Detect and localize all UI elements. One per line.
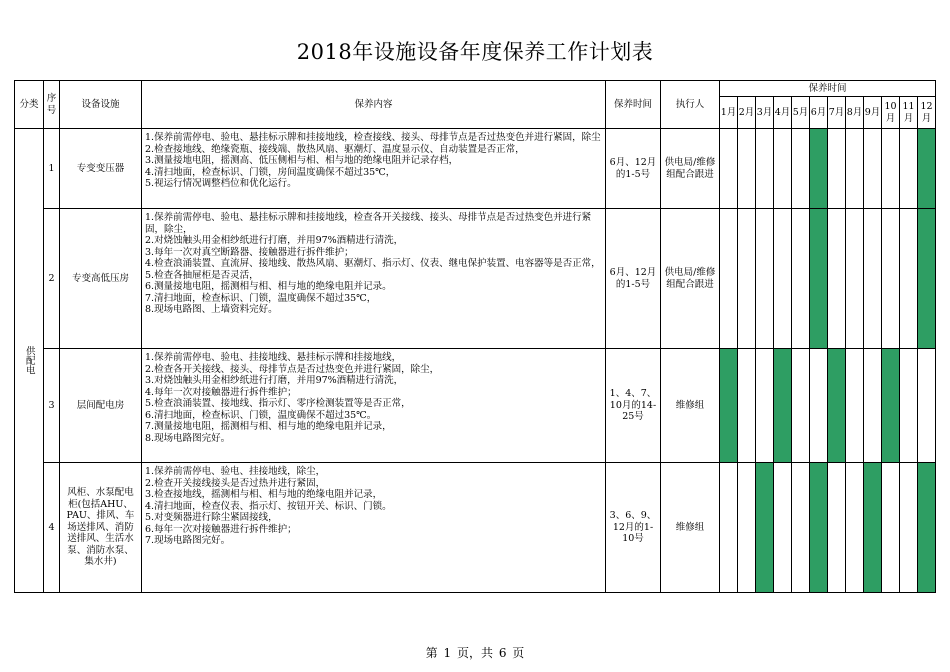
footer-suffix: 页 [512,646,525,660]
content-cell: 1.保养前需停电、验电、挂接地线、悬挂标示牌和挂接地线， 2.检查各开关接线、接头、母排节点是否过热变色并进行紧固，除尘， 3.对烧蚀触头用金相纱纸进行打磨，并用97%酒精进行清洗， 4.每年一次对接触器进行拆件维护； 5.检查浪涌装置、接地线、指示灯、零序检测装置等是否正常， 6.清扫地面，检查标识、门锁，温度确保不超过35℃。 7.测量接地电阻，摇测相与相、相与地的绝缘电阻并记录， 8.现场电路图完好。 [142,349,606,463]
schedule-cell [810,349,828,463]
schedule-cell [756,349,774,463]
time-cell: 3、6、9、12月的1-10号 [606,463,661,593]
schedule-cell [900,349,918,463]
time-cell: 1、4、7、10月的14-25号 [606,349,661,463]
schedule-cell [774,129,792,209]
schedule-cell-active [918,129,936,209]
equipment-cell: 专变高低压房 [60,209,142,349]
header-month: 6月 [810,97,828,129]
seq-cell: 3 [44,349,60,463]
schedule-cell [900,209,918,349]
time-cell: 6月、12月的1-5号 [606,129,661,209]
header-month: 1月 [720,97,738,129]
executor-cell: 维修组 [661,349,720,463]
executor-cell: 供电局/维修组配合跟进 [661,209,720,349]
schedule-cell [756,129,774,209]
header-month: 12月 [918,97,936,129]
schedule-cell-active [756,463,774,593]
header-category: 分类 [15,81,44,129]
schedule-cell [738,209,756,349]
header-content: 保养内容 [142,81,606,129]
schedule-cell [900,129,918,209]
schedule-cell [918,349,936,463]
page-footer [0,644,950,661]
table-row [15,349,936,463]
footer-page-number: 1 [443,646,452,660]
header-month: 2月 [738,97,756,129]
footer-total-pages: 6 [498,646,507,660]
schedule-cell [900,463,918,593]
schedule-cell-active [882,349,900,463]
content-cell: 1.保养前需停电、验电、悬挂标示牌和挂接地线，检查接线、接头、母排节点是否过热变色并进行紧固，除尘 2.检查接地线、绝缘瓷瓶、接线端、散热风扇、驱潮灯、温度显示仪、自动装置是否正常， 3.测量接地电阻，摇测高、低压侧相与相、相与地的绝缘电阻并记录存档， 4.清扫地面，检查标识、门锁，房间温度确保不超过35℃， 5.视运行情况调整档位和优化运行。 [142,129,606,209]
table-row [15,463,936,593]
equipment-cell: 专变变压器 [60,129,142,209]
schedule-cell [720,463,738,593]
header-month: 11月 [900,97,918,129]
schedule-cell [828,129,846,209]
schedule-cell [864,129,882,209]
schedule-cell [738,463,756,593]
footer-prefix: 第 [425,646,438,660]
schedule-cell [828,209,846,349]
schedule-cell [792,463,810,593]
table-row [15,129,936,209]
page-title: 2018年设施设备年度保养工作计划表 [296,40,654,64]
schedule-cell [720,209,738,349]
schedule-cell [792,349,810,463]
header-equipment: 设备设施 [60,81,142,129]
header-month: 7月 [828,97,846,129]
schedule-cell [774,463,792,593]
schedule-cell [882,209,900,349]
seq-cell: 4 [44,463,60,593]
header-executor: 执行人 [661,81,720,129]
schedule-cell-active [918,209,936,349]
schedule-cell [792,129,810,209]
table-row [15,209,936,349]
schedule-cell [846,463,864,593]
schedule-cell [774,209,792,349]
schedule-cell [882,129,900,209]
content-cell: 1.保养前需停电、验电、悬挂标示牌和挂接地线，检查各开关接线、接头、母排节点是否过热变色并进行紧固，除尘， 2.对烧蚀触头用金相纱纸进行打磨，并用97%酒精进行清洗， 3.每年一次对真空断路器、接触器进行拆件维护； 4.检查浪涌装置、直流屏、接地线、散热风扇、驱潮灯、指示灯、仪表、继电保护装置、电容器等是否正常， 5.检查各抽屉柜是否灵活， 6.测量接地电阻，摇测相与相、相与地的绝缘电阻并记录。 7.清扫地面，检查标识、门锁，温度确保不超过35℃， 8.现场电路图、上墙资料完好。 [142,209,606,349]
schedule-cell-active [810,209,828,349]
schedule-cell-active [720,349,738,463]
header-month: 5月 [792,97,810,129]
equipment-cell: 层间配电房 [60,349,142,463]
header-month: 9月 [864,97,882,129]
schedule-cell-active [774,349,792,463]
header-time: 保养时间 [606,81,661,129]
content-cell: 1.保养前需停电、验电、挂接地线，除尘， 2.检查开关接线接头是否过热并进行紧固， 3.检查接地线，摇测相与相、相与地的绝缘电阻并记录， 4.清扫地面，检查仪表、指示灯、按钮开关、标识、门锁。 5.对变频器进行除尘紧固接线， 6.每年一次对接触器进行拆件维护； 7.现场电路图完好。 [142,463,606,593]
seq-cell: 1 [44,129,60,209]
schedule-cell-active [828,349,846,463]
schedule-cell-active [864,463,882,593]
schedule-cell [864,349,882,463]
header-month: 10月 [882,97,900,129]
category-cell: 供配电 [15,129,44,593]
schedule-cell [720,129,738,209]
schedule-cell [738,349,756,463]
schedule-cell [828,463,846,593]
schedule-cell [792,209,810,349]
seq-cell: 2 [44,209,60,349]
header-schedule: 保养时间 [720,81,936,97]
schedule-cell-active [918,463,936,593]
maintenance-plan-table [14,80,936,593]
schedule-cell [864,209,882,349]
schedule-cell [738,129,756,209]
footer-mid: 页，共 [456,646,493,660]
schedule-cell [846,349,864,463]
executor-cell: 供电局/维修组配合跟进 [661,129,720,209]
equipment-cell: 风柜、水泵配电柜(包括AHU、PAU、排风、车场送排风、消防送排风、生活水泵、消防水泵、集水井) [60,463,142,593]
schedule-cell-active [810,463,828,593]
time-cell: 6月、12月的1-5号 [606,209,661,349]
header-month: 4月 [774,97,792,129]
schedule-cell [756,209,774,349]
header-month: 8月 [846,97,864,129]
schedule-cell [846,209,864,349]
header-month: 3月 [756,97,774,129]
schedule-cell [846,129,864,209]
schedule-cell [882,463,900,593]
header-seq: 序号 [44,81,60,129]
schedule-cell-active [810,129,828,209]
executor-cell: 维修组 [661,463,720,593]
